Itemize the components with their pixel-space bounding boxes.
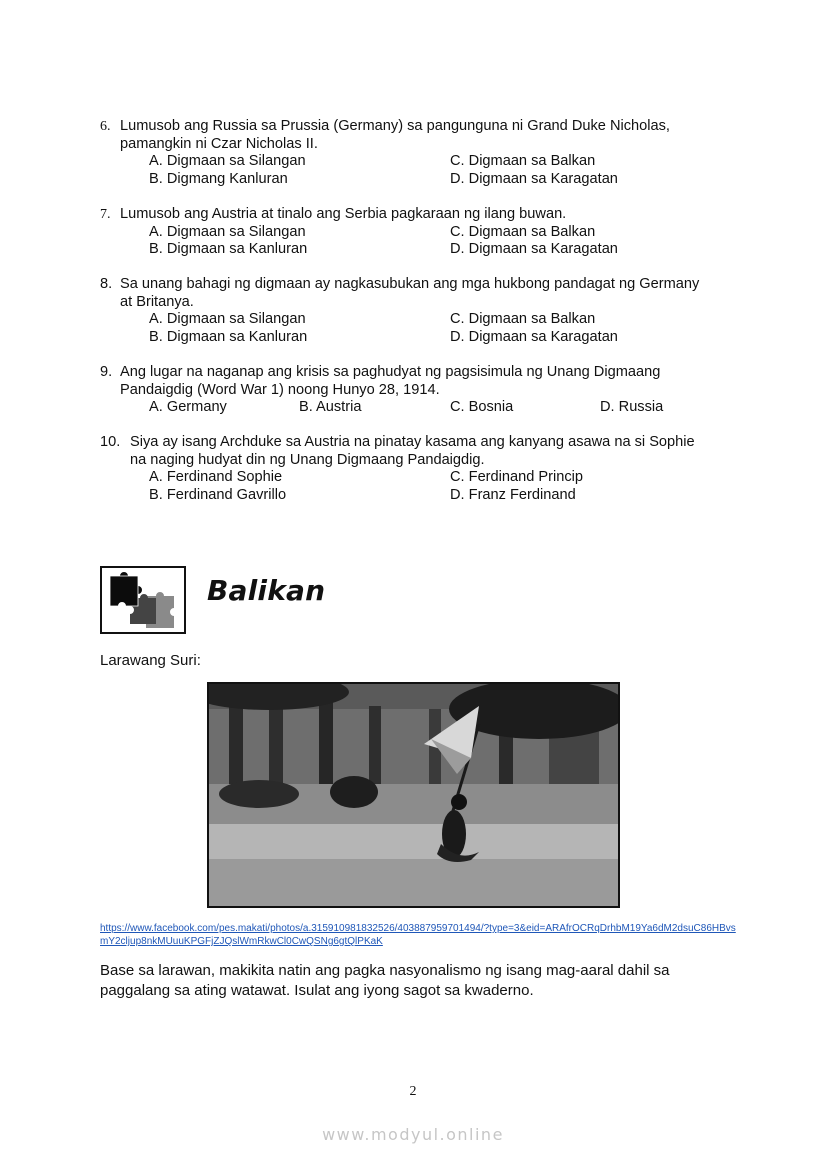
question-6 <box>100 118 740 188</box>
option-d[interactable]: D. Digmaan sa Karagatan <box>450 170 618 187</box>
option-c[interactable]: C. Digmaan sa Balkan <box>450 153 596 170</box>
section-title: Balikan <box>207 574 326 607</box>
question-text: Lumusob ang Russia sa Prussia (Germany) sa pangunguna ni Grand Duke Nicholas, <box>120 118 670 134</box>
answer-options <box>149 399 740 417</box>
option-c[interactable]: C. Ferdinand Princip <box>450 469 584 486</box>
question-number: 6. <box>100 119 111 134</box>
option-a[interactable]: A. Digmaan sa Silangan <box>149 153 306 170</box>
answer-options <box>149 311 740 346</box>
question-text: Sa unang bahagi ng digmaan ay nagkasubukan ang mga hukbong pandagat ng Germany <box>120 276 700 292</box>
option-b[interactable]: B. Digmaan sa Kanluran <box>149 328 308 345</box>
option-b[interactable]: B. Austria <box>299 399 362 416</box>
question-text-continued: Pandaigdig (Word War 1) noong Hunyo 28, 1914. <box>120 381 440 398</box>
answer-options <box>149 469 740 504</box>
larawang-suri-label: Larawang Suri: <box>100 652 201 669</box>
option-a[interactable]: A. Ferdinand Sophie <box>149 469 283 486</box>
photo-source-link[interactable]: https://www.facebook.com/pes.makati/photos/a.315910981832526/403887959701494/?type=3&eid=ARAfrOCRqDrhbM19Ya6dM2dsuC86HBvsmY2cljup8nkMUuuKPGFjZJQslWmRkwCl0CwQSNg6gtQlPKaK <box>100 923 736 947</box>
question-number: 9. <box>100 364 113 380</box>
question-text-continued: pamangkin ni Czar Nicholas II. <box>120 135 318 152</box>
option-d[interactable]: D. Franz Ferdinand <box>450 486 576 503</box>
option-d[interactable]: D. Digmaan sa Karagatan <box>450 328 618 345</box>
option-c[interactable]: C. Digmaan sa Balkan <box>450 311 596 328</box>
option-d[interactable]: D. Digmaan sa Karagatan <box>450 241 618 258</box>
question-text: Ang lugar na naganap ang krisis sa paghudyat ng pagsisimula ng Unang Digmaang <box>120 364 661 380</box>
option-b[interactable]: B. Digmang Kanluran <box>149 170 288 187</box>
question-text-continued: na naging hudyat din ng Unang Digmaang Pandaigdig. <box>130 451 485 468</box>
option-b[interactable]: B. Digmaan sa Kanluran <box>149 241 308 258</box>
puzzle-icon <box>100 566 186 634</box>
question-7 <box>100 206 740 259</box>
question-10 <box>100 434 740 504</box>
answer-options <box>149 224 740 259</box>
watermark: www.modyul.online <box>322 1125 504 1144</box>
option-a[interactable]: A. Germany <box>149 399 227 416</box>
page-number: 2 <box>409 1084 417 1099</box>
option-c[interactable]: C. Bosnia <box>450 399 514 416</box>
answer-options <box>149 153 740 188</box>
question-text-continued: at Britanya. <box>120 293 194 310</box>
question-8 <box>100 276 740 346</box>
question-number: 7. <box>100 207 111 222</box>
option-b[interactable]: B. Ferdinand Gavrillo <box>149 486 287 503</box>
question-text: Lumusob ang Austria at tinalo ang Serbia pagkaraan ng ilang buwan. <box>120 206 567 222</box>
question-number: 8. <box>100 276 113 292</box>
option-d[interactable]: D. Russia <box>600 399 664 416</box>
question-text: Siya ay isang Archduke sa Austria na pinatay kasama ang kanyang asawa na si Sophie <box>130 434 695 450</box>
option-a[interactable]: A. Digmaan sa Silangan <box>149 311 306 328</box>
option-a[interactable]: A. Digmaan sa Silangan <box>149 223 306 240</box>
option-c[interactable]: C. Digmaan sa Balkan <box>450 223 596 240</box>
question-9 <box>100 364 740 417</box>
instruction-paragraph: Base sa larawan, makikita natin ang pagka nasyonalismo ng isang mag-aaral dahil sa paggalang sa ating watawat. Isulat ang iyong sagot sa kwaderno. <box>100 962 670 999</box>
flag-photo <box>207 682 620 908</box>
question-number: 10. <box>100 434 121 450</box>
